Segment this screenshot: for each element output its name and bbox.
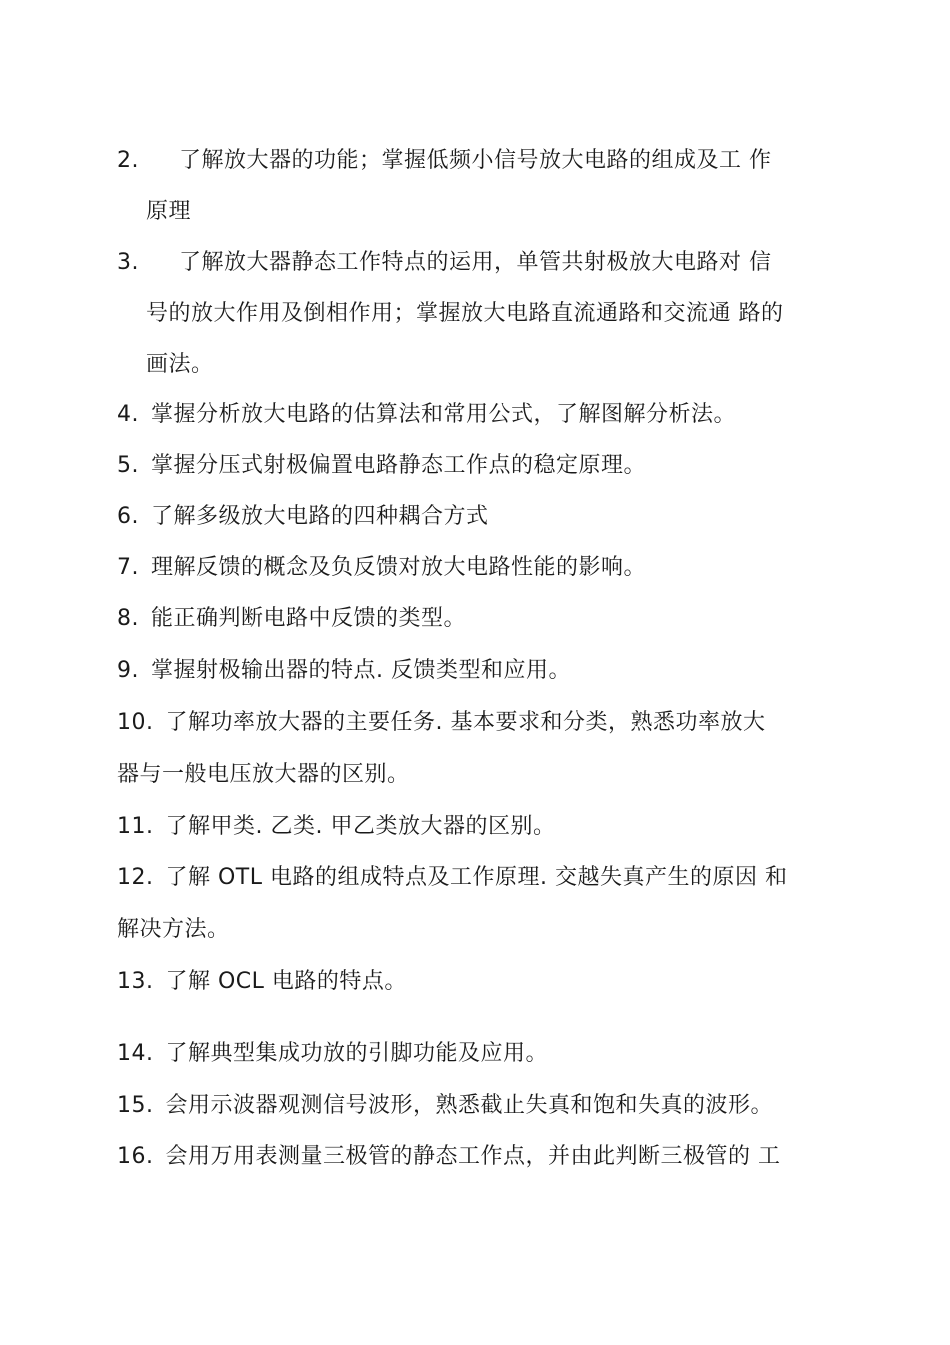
item-text: 了解多级放大电路的四种耦合方式 (151, 504, 489, 529)
list-item-16 (117, 1142, 781, 1172)
list-item-12-line-2: 解决方法。 (117, 917, 230, 942)
list-item-10-line-1 (117, 708, 766, 738)
item-number: 8. (117, 606, 139, 631)
item-text: 会用万用表测量三极管的静态工作点，并由此判断三极管的 工 (165, 1144, 781, 1169)
item-text: 了解放大器的功能；掌握低频小信号放大电路的组成及工 作 (179, 148, 772, 173)
item-text: 会用示波器观测信号波形，熟悉截止失真和饱和失真的波形。 (165, 1093, 774, 1118)
list-item-10-line-2: 器与一般电压放大器的区别。 (117, 762, 410, 787)
item-number: 14. (117, 1041, 154, 1066)
list-item-13 (117, 967, 407, 997)
list-item-4 (117, 400, 736, 430)
list-item-5 (117, 451, 646, 481)
item-number: 10. (117, 710, 154, 735)
item-number: 6. (117, 504, 139, 529)
item-text: 掌握分析放大电路的估算法和常用公式，了解图解分析法。 (151, 402, 737, 427)
list-item-2-line-1 (117, 146, 772, 176)
item-number: 13. (117, 969, 154, 994)
item-number: 9. (117, 658, 139, 683)
item-number: 7. (117, 555, 139, 580)
item-number: 16. (117, 1144, 154, 1169)
item-text: 掌握射极输出器的特点. 反馈类型和应用。 (151, 658, 571, 683)
item-text: 掌握分压式射极偏置电路静态工作点的稳定原理。 (151, 453, 647, 478)
list-item-15 (117, 1091, 773, 1121)
list-item-3-line-2: 号的放大作用及倒相作用；掌握放大电路直流通路和交流通 路的 (146, 301, 784, 326)
item-number: 15. (117, 1093, 154, 1118)
item-number: 11. (117, 814, 154, 839)
item-number: 5. (117, 453, 139, 478)
item-text: 了解 OCL 电路的特点。 (165, 969, 407, 994)
list-item-3-line-1 (117, 248, 772, 278)
item-text: 能正确判断电路中反馈的类型。 (151, 606, 467, 631)
list-item-2-line-2: 原理 (146, 199, 192, 224)
item-text: 了解功率放大器的主要任务. 基本要求和分类，熟悉功率放大 (165, 710, 766, 735)
item-text: 了解典型集成功放的引脚功能及应用。 (165, 1041, 549, 1066)
list-item-3-line-3: 画法。 (146, 352, 214, 377)
item-text: 理解反馈的概念及负反馈对放大电路性能的影响。 (151, 555, 647, 580)
item-number: 3. (117, 250, 139, 275)
list-item-14 (117, 1039, 548, 1069)
list-item-11 (117, 812, 555, 842)
list-item-7 (117, 553, 646, 583)
item-number: 4. (117, 402, 139, 427)
list-item-6 (117, 502, 489, 532)
list-item-8 (117, 604, 466, 634)
item-text: 了解放大器静态工作特点的运用，单管共射极放大电路对 信 (179, 250, 772, 275)
item-text: 了解 OTL 电路的组成特点及工作原理. 交越失真产生的原因 和 (165, 865, 788, 890)
item-number: 2. (117, 148, 139, 173)
item-number: 12. (117, 865, 154, 890)
item-text: 了解甲类. 乙类. 甲乙类放大器的区别。 (165, 814, 556, 839)
list-item-12-line-1 (117, 863, 787, 893)
list-item-9 (117, 656, 571, 686)
